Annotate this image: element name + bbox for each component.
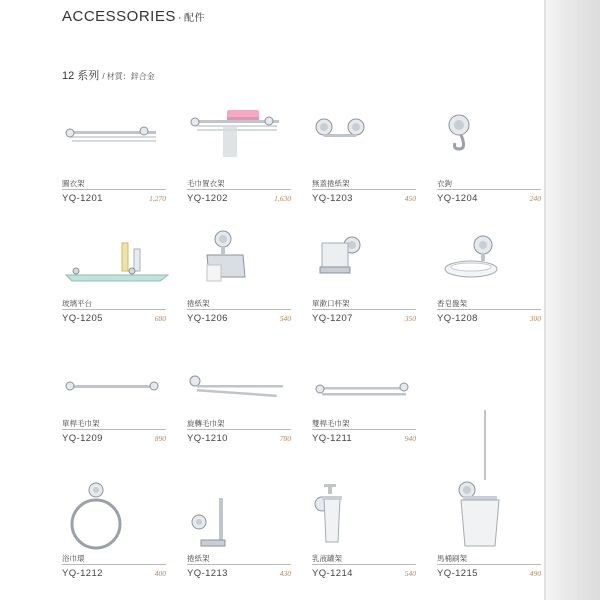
product-name: 單漱口杯架 <box>312 299 350 308</box>
product-price: 450 <box>404 194 416 203</box>
divider <box>437 564 541 565</box>
divider <box>187 564 291 565</box>
divider <box>62 189 166 190</box>
divider <box>312 564 416 565</box>
towel-shelf-icon <box>62 105 170 175</box>
product-price: 300 <box>529 314 541 323</box>
product-card[interactable] <box>312 480 420 590</box>
product-card[interactable] <box>187 105 295 215</box>
product-code: YQ-1209 <box>62 433 103 444</box>
toilet-brush-holder-icon <box>437 408 545 550</box>
product-code: YQ-1201 <box>62 193 103 204</box>
single-towel-bar-icon <box>62 345 170 415</box>
product-name: 捲紙架 <box>187 554 210 563</box>
divider <box>187 189 291 190</box>
robe-hook-icon <box>437 105 545 175</box>
product-code: YQ-1204 <box>437 193 478 204</box>
product-code: YQ-1215 <box>437 568 478 579</box>
material-label: / 材質：鋅合金 <box>102 72 155 81</box>
product-name: 旋轉毛巾架 <box>187 419 225 428</box>
product-price: 430 <box>279 569 291 578</box>
divider <box>62 564 166 565</box>
page-edge <box>546 0 600 600</box>
product-name: 雙桿毛巾架 <box>312 419 350 428</box>
product-code: YQ-1202 <box>187 193 228 204</box>
product-card[interactable] <box>312 105 420 215</box>
product-code: YQ-1208 <box>437 313 478 324</box>
product-card[interactable] <box>62 225 170 335</box>
product-price: 890 <box>154 434 166 443</box>
towel-shelf-rack-icon <box>187 105 295 175</box>
product-name: 捲紙架 <box>187 299 210 308</box>
divider <box>312 429 416 430</box>
product-card[interactable] <box>187 345 295 455</box>
product-card[interactable] <box>437 105 545 215</box>
divider <box>437 309 541 310</box>
product-card[interactable] <box>187 480 295 590</box>
product-price: 1,270 <box>149 194 166 203</box>
soap-dish-icon <box>437 225 545 295</box>
title-cn: 配件 <box>184 13 206 24</box>
product-name: 馬桶刷架 <box>437 554 467 563</box>
swivel-towel-bar-icon <box>187 345 295 415</box>
divider <box>312 189 416 190</box>
open-paper-holder-icon <box>312 105 420 175</box>
tumbler-holder-icon <box>312 225 420 295</box>
product-card[interactable] <box>312 225 420 335</box>
product-name: 乳液罐架 <box>312 554 342 563</box>
product-card[interactable] <box>187 225 295 335</box>
product-name: 圖衣架 <box>62 179 85 188</box>
product-price: 490 <box>529 569 541 578</box>
series-heading <box>62 67 155 83</box>
divider <box>62 429 166 430</box>
product-name: 香皂盤架 <box>437 299 467 308</box>
product-price: 680 <box>154 314 166 323</box>
product-card[interactable] <box>437 225 545 335</box>
product-card[interactable] <box>62 345 170 455</box>
product-code: YQ-1213 <box>187 568 228 579</box>
series-label: 12 系列 <box>62 70 100 82</box>
product-code: YQ-1205 <box>62 313 103 324</box>
product-price: 540 <box>404 569 416 578</box>
product-card[interactable] <box>437 480 545 590</box>
product-price: 350 <box>404 314 416 323</box>
title-separator: · <box>177 12 183 24</box>
product-code: YQ-1206 <box>187 313 228 324</box>
covered-paper-holder-icon <box>187 225 295 295</box>
product-price: 540 <box>279 314 291 323</box>
product-card[interactable] <box>62 105 170 215</box>
product-name: 衣鉤 <box>437 179 452 188</box>
product-name: 毛巾置衣架 <box>187 179 225 188</box>
product-price: 1,630 <box>274 194 291 203</box>
product-price: 240 <box>529 194 541 203</box>
product-code: YQ-1207 <box>312 313 353 324</box>
product-name: 無蓋捲紙架 <box>312 179 350 188</box>
product-name: 單桿毛巾架 <box>62 419 100 428</box>
divider <box>62 309 166 310</box>
double-towel-bar-icon <box>312 345 420 415</box>
product-code: YQ-1214 <box>312 568 353 579</box>
product-code: YQ-1211 <box>312 433 353 444</box>
towel-ring-icon <box>62 480 170 550</box>
product-code: YQ-1212 <box>62 568 103 579</box>
product-card[interactable] <box>312 345 420 455</box>
product-card[interactable] <box>62 480 170 590</box>
divider <box>187 309 291 310</box>
title-en: ACCESSORIES <box>62 8 176 25</box>
glass-shelf-icon <box>62 225 170 295</box>
product-code: YQ-1210 <box>187 433 228 444</box>
spare-roll-holder-icon <box>187 480 295 550</box>
page-title <box>62 8 205 25</box>
product-code: YQ-1203 <box>312 193 353 204</box>
divider <box>187 429 291 430</box>
divider <box>312 309 416 310</box>
product-price: 780 <box>279 434 291 443</box>
divider <box>437 189 541 190</box>
product-name: 玻璃平台 <box>62 299 92 308</box>
product-price: 400 <box>154 569 166 578</box>
product-price: 940 <box>404 434 416 443</box>
lotion-dispenser-icon <box>312 480 420 550</box>
product-name: 浴巾環 <box>62 554 85 563</box>
